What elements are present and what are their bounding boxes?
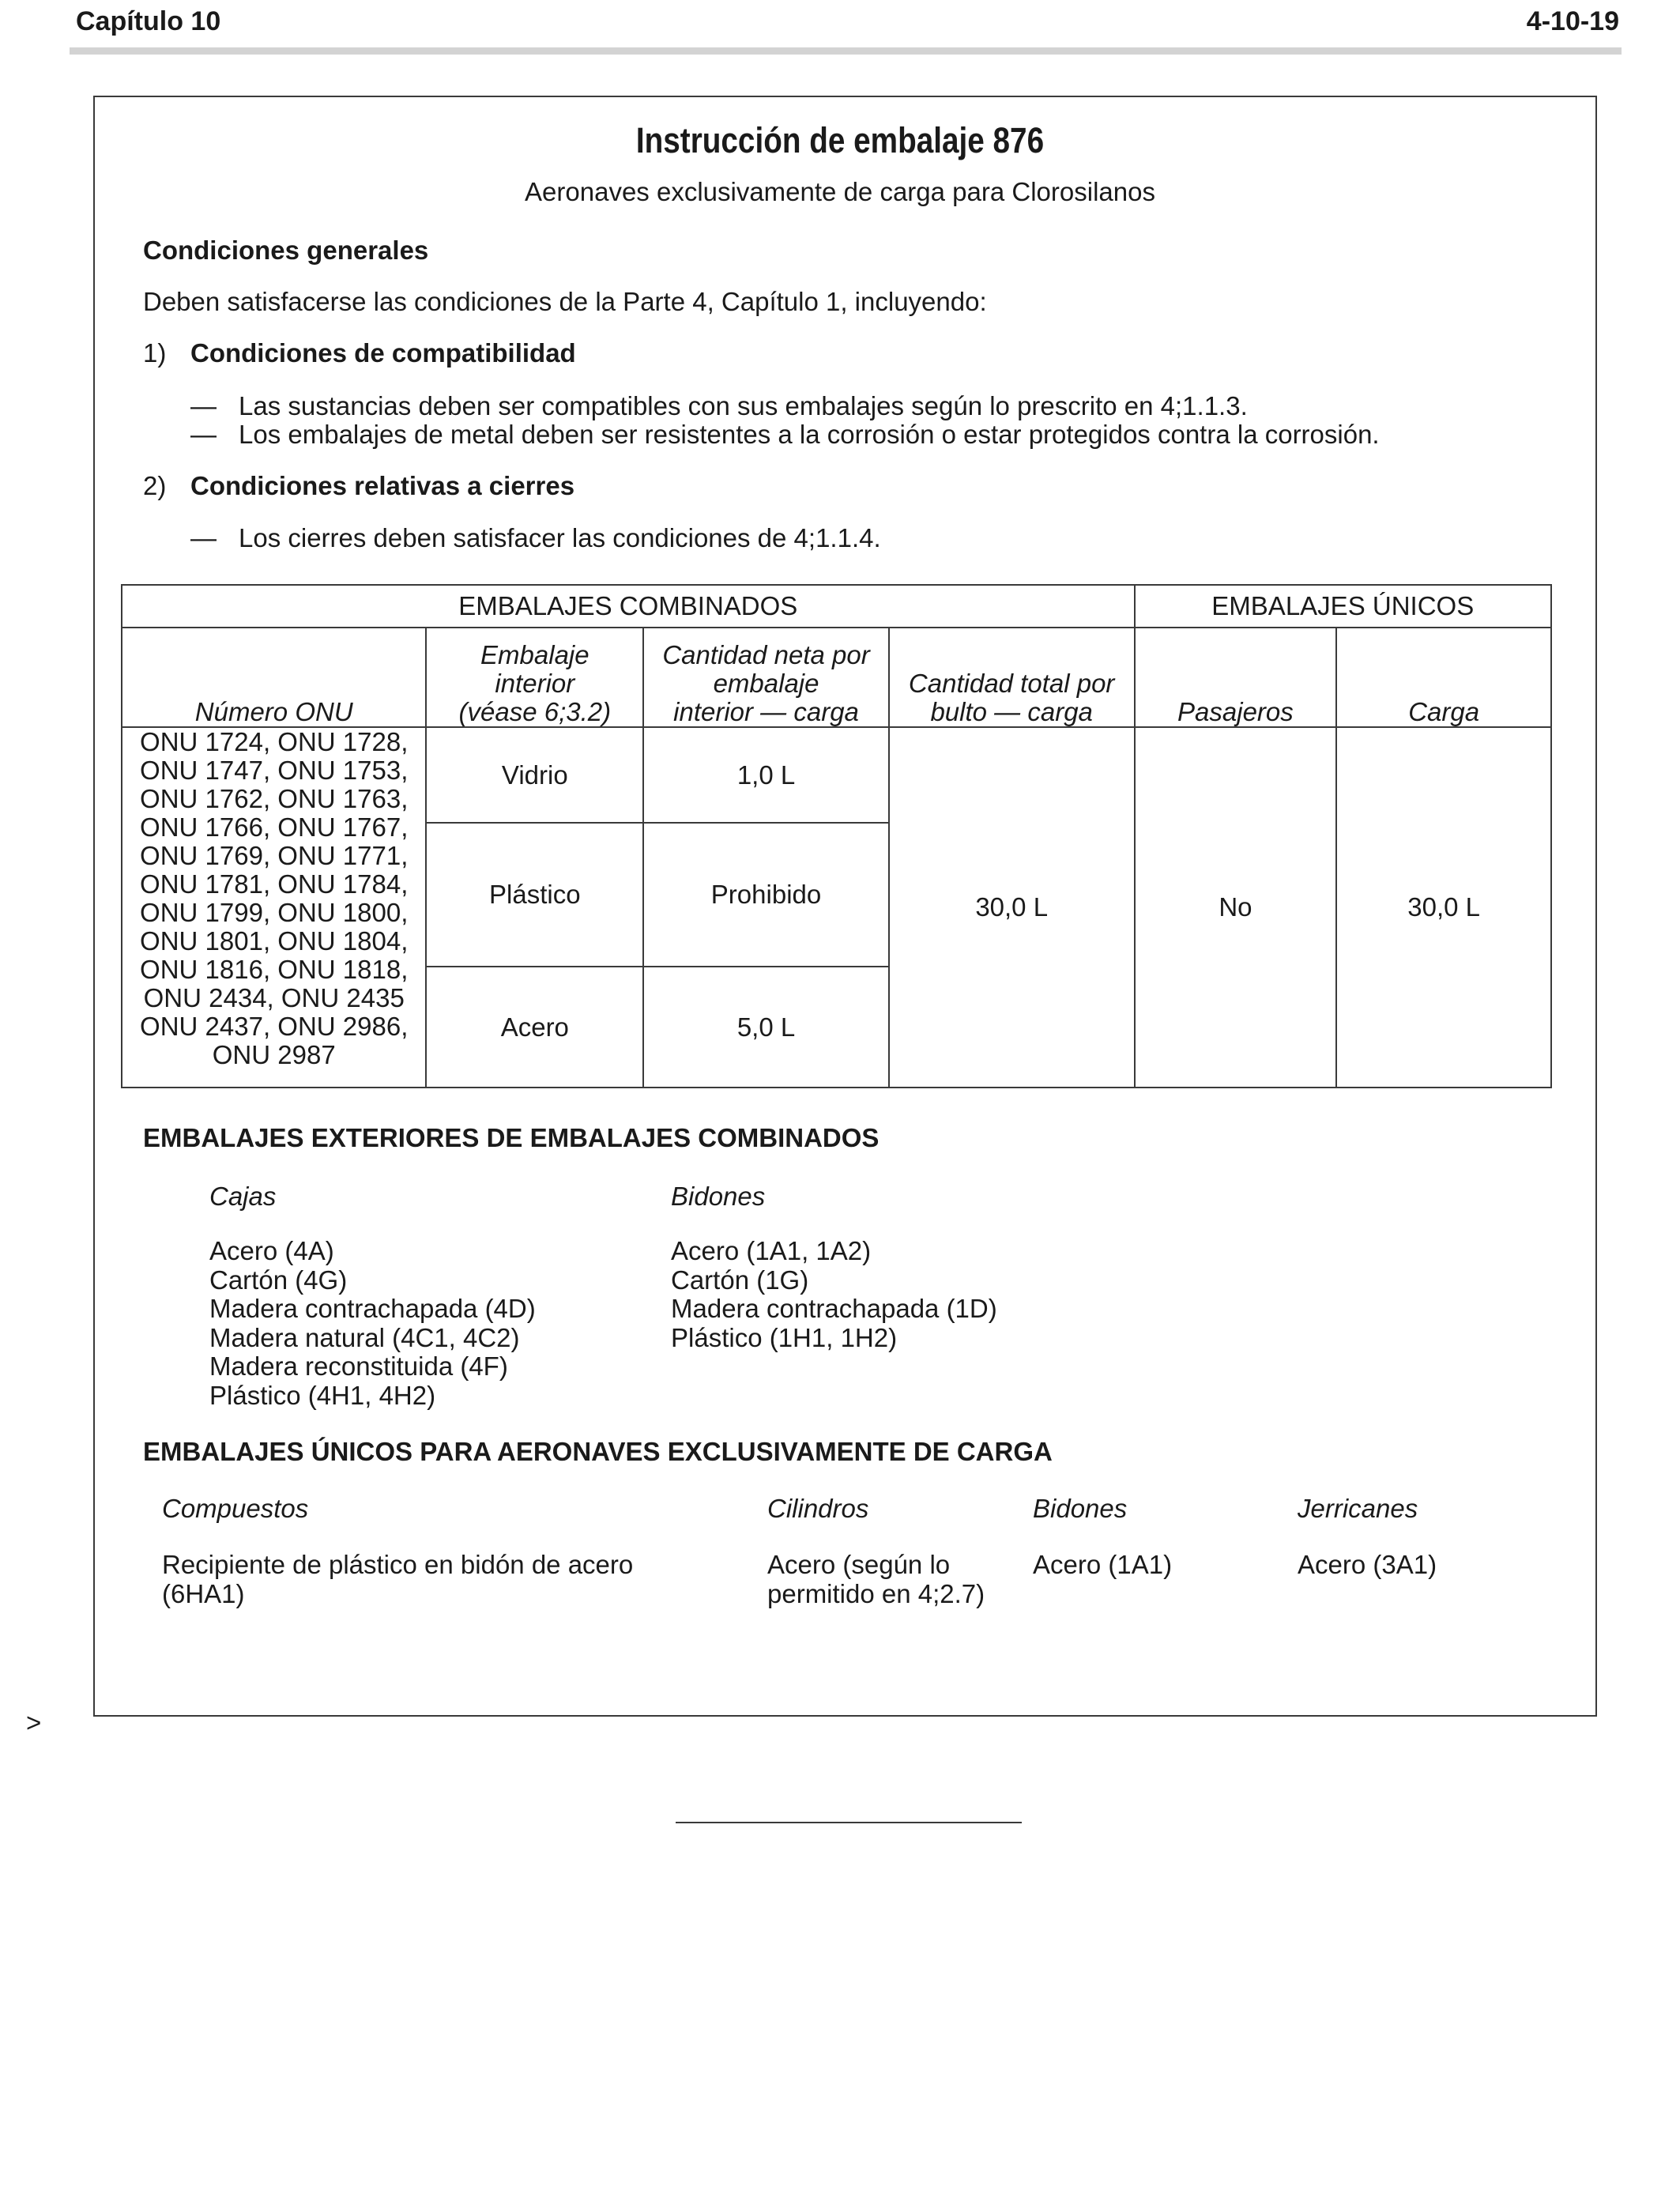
single-packagings-heading: EMBALAJES ÚNICOS PARA AERONAVES EXCLUSIVAMENTE DE CARGA: [143, 1437, 1053, 1466]
col-header-line: Cantidad neta por: [662, 640, 870, 669]
bullet-dash: —: [190, 523, 217, 552]
net-qty-plastic: Prohibido: [643, 823, 889, 967]
bullet-compatibility-1: Las sustancias deben ser compatibles con sus embalajes según lo prescrito en 4;1.1.3.: [239, 391, 1248, 420]
list-item: permitido en 4;2.7): [767, 1578, 985, 1608]
single-drums-list: [1033, 1551, 1172, 1580]
col-header-line: interior: [495, 669, 575, 698]
cargo-cell: 30,0 L: [1336, 727, 1551, 1088]
list-item: Acero (según lo: [767, 1550, 951, 1579]
jerricans-list: [1298, 1551, 1437, 1580]
bullet-compatibility-2: Los embalajes de metal deben ser resistentes a la corrosión o estar protegidos contra la corrosión.: [239, 420, 1380, 449]
cylinders-title: Cilindros: [767, 1494, 869, 1523]
un-number-line: ONU 2987: [212, 1040, 336, 1069]
margin-mark: >: [26, 1708, 42, 1737]
jerricans-title: Jerricanes: [1298, 1494, 1418, 1523]
general-conditions-heading: Condiciones generales: [143, 236, 429, 265]
un-number-line: ONU 1766, ONU 1767,: [140, 812, 409, 842]
list-item: Acero (1A1, 1A2): [671, 1236, 872, 1265]
cylinders-list: [767, 1551, 985, 1608]
item-2-heading: Condiciones relativas a cierres: [190, 471, 575, 500]
outer-packagings-heading: EMBALAJES EXTERIORES DE EMBALAJES COMBINADOS: [143, 1123, 880, 1152]
col-header-cargo: Carga: [1336, 628, 1551, 727]
col-header-line: Cantidad total por: [908, 669, 1115, 698]
list-item: Madera natural (4C1, 4C2): [209, 1322, 520, 1352]
list-item: Madera contrachapada (4D): [209, 1294, 536, 1324]
col-header-total-qty: [889, 628, 1135, 727]
un-number-line: ONU 1747, ONU 1753,: [140, 756, 409, 785]
un-number-line: ONU 2434, ONU 2435: [143, 983, 405, 1012]
bullet-dash: —: [190, 420, 217, 449]
page-title: Instrucción de embalaje 876: [635, 120, 1045, 160]
list-item: Recipiente de plástico en bidón de acero: [162, 1550, 634, 1579]
header-rule: [70, 47, 1622, 55]
bullet-dash: —: [190, 391, 217, 420]
list-item: (6HA1): [162, 1578, 245, 1608]
col-header-inner-packaging: [426, 628, 643, 727]
drums-title: Bidones: [671, 1182, 766, 1211]
un-number-line: ONU 1816, ONU 1818,: [140, 955, 409, 984]
item-1-heading: Condiciones de compatibilidad: [190, 338, 576, 368]
bullet-closures: Los cierres deben satisfacer las condiciones de 4;1.1.4.: [239, 523, 881, 552]
col-header-line: Embalaje: [480, 640, 590, 669]
net-qty-steel: 5,0 L: [643, 967, 889, 1088]
inner-packaging-glass: Vidrio: [426, 727, 643, 823]
col-header-net-qty-inner: [643, 628, 889, 727]
col-header-line: bulto — carga: [930, 697, 1093, 726]
inner-packaging-steel: Acero: [426, 967, 643, 1088]
group-single-header: EMBALAJES ÚNICOS: [1135, 585, 1551, 628]
un-number-list: [122, 727, 426, 1088]
col-header-un-number: Número ONU: [122, 628, 426, 727]
table-row: [122, 727, 1551, 823]
un-number-line: ONU 2437, ONU 2986,: [140, 1012, 409, 1041]
packing-table: [121, 584, 1552, 1088]
inner-packaging-plastic: Plástico: [426, 823, 643, 967]
list-item: Acero (4A): [209, 1236, 334, 1265]
item-2-number: 2): [143, 471, 167, 500]
table-column-header-row: [122, 628, 1551, 727]
un-number-line: ONU 1769, ONU 1771,: [140, 841, 409, 870]
general-conditions-intro: Deben satisfacerse las condiciones de la Parte 4, Capítulo 1, incluyendo:: [143, 287, 987, 316]
drums-list: [671, 1237, 997, 1352]
un-number-line: ONU 1801, ONU 1804,: [140, 926, 409, 956]
passengers-cell: No: [1135, 727, 1337, 1088]
footnote-rule: [676, 1822, 1022, 1823]
list-item: Plástico (1H1, 1H2): [671, 1322, 898, 1352]
un-number-line: ONU 1781, ONU 1784,: [140, 869, 409, 899]
group-combined-header: EMBALAJES COMBINADOS: [122, 585, 1135, 628]
boxes-title: Cajas: [209, 1182, 277, 1211]
net-qty-glass: 1,0 L: [643, 727, 889, 823]
list-item: Plástico (4H1, 4H2): [209, 1380, 436, 1410]
col-header-line: interior — carga: [673, 697, 859, 726]
un-number-line: ONU 1724, ONU 1728,: [140, 727, 409, 756]
un-number-line: ONU 1762, ONU 1763,: [140, 784, 409, 813]
page-subtitle: Aeronaves exclusivamente de carga para Clorosilanos: [525, 177, 1155, 206]
list-item: Acero (1A1): [1033, 1550, 1173, 1579]
boxes-list: [209, 1237, 536, 1411]
list-item: Madera reconstituida (4F): [209, 1351, 508, 1382]
page-number: 4-10-19: [1526, 6, 1619, 36]
total-qty-cell: 30,0 L: [889, 727, 1135, 1088]
list-item: Cartón (1G): [671, 1265, 809, 1295]
col-header-passengers: Pasajeros: [1135, 628, 1337, 727]
list-item: Cartón (4G): [209, 1265, 348, 1295]
chapter-label: Capítulo 10: [76, 6, 221, 36]
col-header-line: embalaje: [713, 669, 819, 698]
un-number-line: ONU 1799, ONU 1800,: [140, 898, 409, 927]
single-drums-title: Bidones: [1033, 1494, 1128, 1523]
item-1-number: 1): [143, 338, 167, 368]
composites-title: Compuestos: [162, 1494, 309, 1523]
list-item: Acero (3A1): [1298, 1550, 1437, 1579]
table-group-header-row: [122, 585, 1551, 628]
composites-list: [162, 1551, 633, 1608]
col-header-line: (véase 6;3.2): [458, 697, 612, 726]
list-item: Madera contrachapada (1D): [671, 1294, 997, 1324]
